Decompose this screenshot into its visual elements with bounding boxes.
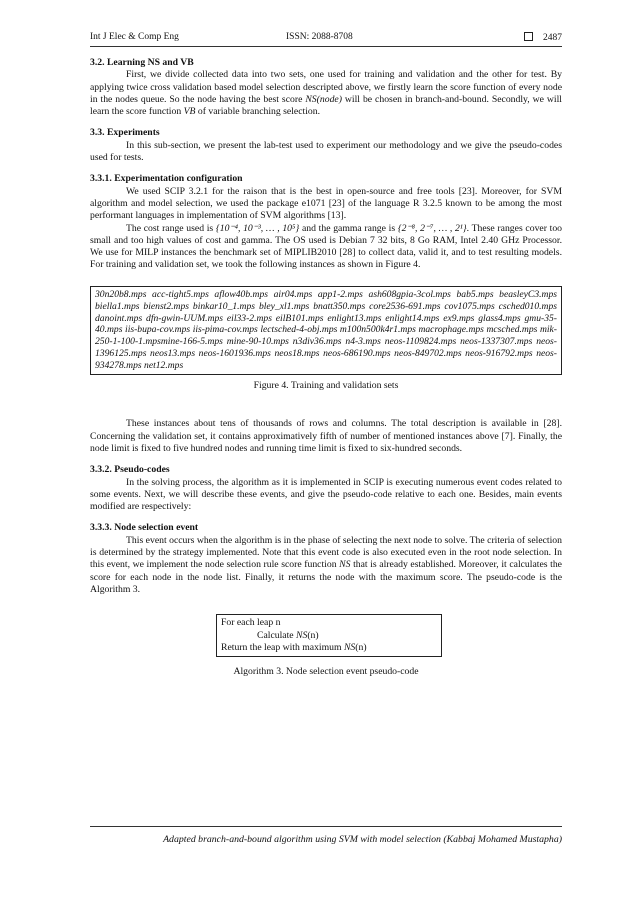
page-number: 2487 [543,33,562,43]
algo-line-1: For each leap n [221,617,281,629]
paragraph-3-3: In this sub-section, we present the lab-test used to experiment our methodology and we give the pseudo-codes used for tests. [90,139,562,164]
math-gamma-range: {2⁻⁸, 2⁻⁷, … , 2¹} [397,222,467,234]
term-ns: NS [339,559,351,571]
section-heading-3-3-3: 3.3.3. Node selection event [90,522,199,534]
section-heading-3-3-1: 3.3.1. Experimentation configuration [90,173,243,185]
algorithm-3-box [216,614,442,657]
journal-name: Int J Elec & Comp Eng [90,32,179,42]
paragraph-3-2: First, we divide collected data into two sets, one used for training and validation and the other for test. By applying twice cross validation based model selection descripted above, we firstly learn the score function of every node in the nodes queue. So the node having the best score NS(node) will be chosen in branch-and-bound. Secondly, we will learn the score function VB of variable branching selection. [90,69,562,118]
section-heading-3-3: 3.3. Experiments [90,127,160,139]
paragraph-3-3-1-b: The cost range used is {10⁻⁴, 10⁻³, … , 10⁵} and the gamma range is {2⁻⁸, 2⁻⁷, … , 2¹}. These ranges cover too small and too high values of cost and gamma. The OS used is Debian 7 32 bits, 8 Go RAM, Intel 2.40 GHz Processor. We use for MILP instances the benchmark set of MIPLIB2010 [28] to collect data, valid it, and to test resulting models. For training and validation set, we took the following instances as shown in Figure 4. [90,222,563,271]
term-vb: VB [183,106,196,118]
page-number-group [524,32,562,43]
paragraph-after-figure: These instances about tens of thousands of rows and columns. The total description is available in [28]. Concerning the validation set, it contains approximatively fifth of number of mentioned instances above [7]. Finally, the node limit is fixed to five hundred nodes and running time limit is fixed to six-hundred seconds. [90,418,562,454]
math-ns-node: NS(node) [305,93,342,105]
algorithm-3-caption: Algorithm 3. Node selection event pseudo-code [233,666,419,678]
running-footer: Adapted branch-and-bound algorithm using SVM with model selection (Kabbaj Mohamed Mustapha) [90,826,562,845]
page-body [90,57,562,678]
checkbox-square-icon [524,32,533,41]
math-cost-range: {10⁻⁴, 10⁻³, … , 10⁵} [215,222,300,234]
algo-line-2: Calculate NS(n) [257,629,319,641]
algo-line-3: Return the leap with maximum NS(n) [221,641,367,653]
paragraph-3-3-3: This event occurs when the algorithm is in the phase of selecting the next node to solve. The criteria of selection is determined by the strategy implemented. Note that this event code is also executed even in the root node selection. In this event, we implement the node selection rule score function NS that is already established. Moreover, it calculates the score for each node in the node list. Finally, it returns the node with the maximum score. The pseudo-code is the Algorithm 3. [90,534,562,595]
paragraph-3-3-2: In the solving process, the algorithm as it is implemented in SCIP is executing numerous event codes related to some events. Next, we will describe these events, and give the pseudo-code relative to each one. Besides, main events modified are respectively: [90,476,562,513]
running-header [90,32,562,47]
issn: ISSN: 2088-8708 [286,32,353,42]
figure-4-instance-list: 30n20b8.mps acc-tight5.mps aflow40b.mps air04.mps app1-2.mps ash608gpia-3col.mps bab5.mps beasleyC3.mps biella1.mps bienst2.mps binkar10_1.mps bley_xl1.mps bnatt350.mps core2536-691.mps cov1075.mps csched010.mps danoint.mps dfn-gwin-UUM.mps eil33-2.mps eilB101.mps enlight13.mps enlight14.mps ex9.mps glass4.mps gmu-35-40.mps iis-bupa-cov.mps iis-pima-cov.mps lectsched-4-obj.mps m100n500k4r1.mps macrophage.mps mcsched.mps mik-250-1-100-1.mpsmine-166-5.mps mine-90-10.mps n3div36.mps n4-3.mps neos-1109824.mps neos-1337307.mps neos-1396125.mps neos13.mps neos-1601936.mps neos18.mps neos-686190.mps neos-849702.mps neos-916792.mps neos-934278.mps net12.mps [90,286,562,375]
paragraph-3-3-1-a: We used SCIP 3.2.1 for the raison that is the best in open-source and free tools [23]. Moreover, for SVM algorithm and model selection, we used the package e1071 [23] of the language R 3.2.5 known to be among the most performant languages in implementation of SVM algorithms [13]. [90,185,562,222]
section-heading-3-2: 3.2. Learning NS and VB [90,57,194,68]
section-heading-3-3-2: 3.3.2. Pseudo-codes [90,464,170,476]
figure-4-caption: Figure 4. Training and validation sets [253,380,399,392]
